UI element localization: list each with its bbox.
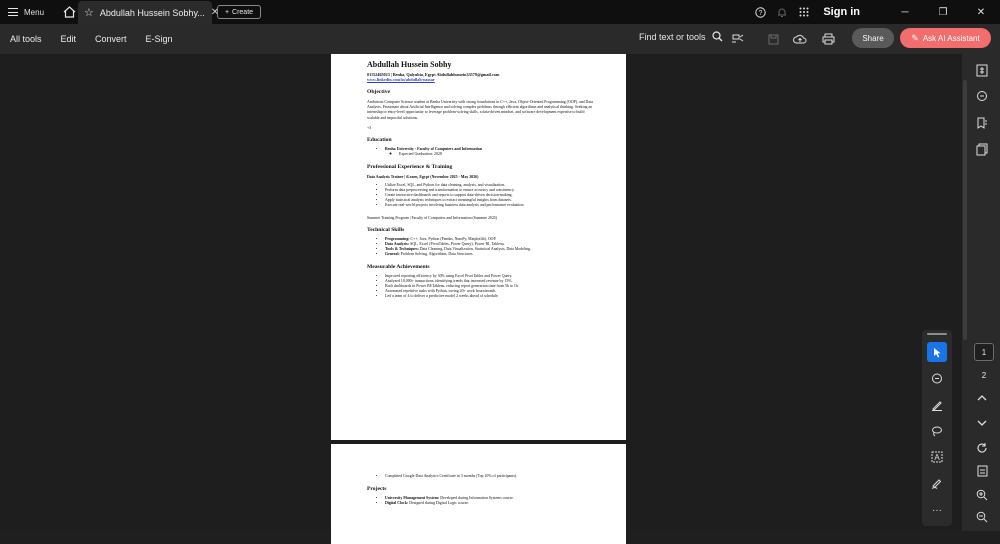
- list-item: • Perform data preprocessing and transformation to ensure accuracy and consistency.: [385, 188, 596, 193]
- find-label: Find text or tools: [639, 31, 706, 42]
- print-icon[interactable]: [819, 30, 837, 48]
- main-toolbar: [0, 24, 1000, 54]
- list-item: • Led a team of 4 to deliver a predictive model 2 weeks ahead of schedule.: [385, 294, 596, 299]
- attachments-icon[interactable]: [975, 142, 989, 156]
- document-tab[interactable]: [78, 1, 220, 24]
- projects-heading: Projects: [367, 486, 387, 492]
- svg-text:?: ?: [758, 9, 763, 17]
- sign-in-link[interactable]: Sign in: [823, 6, 860, 18]
- help-icon[interactable]: [749, 0, 771, 24]
- list-item: • Utilize Excel, SQL, and Python for data cleaning, analysis, and visualization.: [385, 183, 596, 188]
- linkedin-link[interactable]: www.linkedin.com/in/abdullah-nassar: [367, 77, 435, 82]
- create-button[interactable]: [217, 5, 261, 19]
- close-window-icon[interactable]: ✕: [976, 6, 986, 18]
- convert-button[interactable]: Convert: [95, 34, 127, 44]
- ai-assistant-label: Ask AI Assistant: [922, 33, 980, 43]
- pen-draw-icon[interactable]: [927, 395, 947, 415]
- search-icon: [712, 31, 723, 42]
- apps-grid-icon[interactable]: [793, 0, 815, 24]
- esign-button[interactable]: E-Sign: [145, 34, 173, 44]
- comment-icon[interactable]: [927, 369, 947, 389]
- minimize-icon[interactable]: ─: [901, 6, 909, 18]
- chevron-down-icon[interactable]: [975, 416, 989, 430]
- hamburger-icon: [8, 8, 18, 16]
- ask-ai-assistant-button[interactable]: [900, 28, 991, 48]
- text-box-icon[interactable]: [927, 447, 947, 467]
- star-icon[interactable]: ☆: [84, 7, 94, 19]
- more-options-icon[interactable]: ···: [932, 504, 942, 516]
- achievements-list: [367, 274, 596, 299]
- close-tab-icon[interactable]: ✕: [210, 7, 220, 18]
- achievements-heading: Measurable Achievements: [367, 263, 430, 270]
- list-item: • Benha University - Faculty of Computers and Information ◦ Expected Graduation: 2028: [385, 147, 596, 157]
- resume-name: Abdullah Hussein Sobhy: [367, 60, 452, 69]
- objective-heading: Objective: [367, 89, 390, 95]
- list-item: • Create interactive dashboards and reports to support data-driven decision-making.: [385, 193, 596, 198]
- list-item: • Automated repetitive tasks with Python, saving 20+ work hours/month.: [385, 289, 596, 294]
- job-bullets: [367, 183, 596, 208]
- find-tools-search[interactable]: [639, 31, 723, 42]
- save-icon[interactable]: [764, 30, 782, 48]
- experience-heading: Professional Experience & Training: [367, 163, 453, 170]
- list-item: • Analyzed 10,000+ transactions, identifying trends that increased revenue by 15%.: [385, 279, 596, 284]
- menu-label: Menu: [24, 7, 45, 17]
- notification-bell-icon[interactable]: [771, 0, 793, 24]
- list-item: ◦ Expected Graduation: 2028: [399, 152, 596, 157]
- list-item: • Completed Google Data Analytics Certificate in 3 months (Top 10% of participants).: [385, 474, 596, 479]
- sign-pen-icon[interactable]: [927, 473, 947, 493]
- list-item: • Apply statistical analysis techniques to extract meaningful insights from datasets.: [385, 198, 596, 203]
- education-heading: Education: [367, 136, 392, 143]
- objective-text: Ambitious Computer Science student at Benha University with strong foundations in C++, Java, Object-Oriented Programming (OOP), and Data Analysis. Passionate about Artificial Intelligence and solving complex problems through efficient algorithms and analytical thinking. Seeking an internship or entry-level opportunity to leverage problem-solving skills, a data-driven mindset, and software development expertise to build scalable and impactful solutions.: [367, 100, 593, 120]
- resume-contact: 01152465023 | Benha, Qalyubia, Egypt Abdullahhussein33579@gmail.com: [367, 72, 500, 77]
- list-item: • Programming: C++, Java, Python (Pandas, NumPy, Matplotlib), OOP.: [385, 237, 596, 242]
- skills-heading: Technical Skills: [367, 226, 405, 233]
- chevron-up-icon[interactable]: [975, 390, 989, 404]
- document-viewport[interactable]: [0, 54, 962, 531]
- ai-assistant-icon: ✎: [911, 32, 919, 43]
- list-item: • General: Problem Solving, Algorithms, Data Structures.: [385, 252, 596, 257]
- right-sidebar: [962, 54, 1000, 531]
- menu-button[interactable]: [0, 0, 52, 24]
- rotate-icon[interactable]: [975, 441, 989, 455]
- projects-list: [367, 496, 596, 506]
- svg-text:A: A: [934, 453, 940, 462]
- training-title: Summer Training Program | Faculty of Computers and Information (Summer 2025): [367, 215, 498, 220]
- title-bar: [0, 0, 1000, 24]
- pdf-page-2: [331, 444, 626, 544]
- plus-icon: +: [224, 8, 230, 16]
- upload-cloud-icon[interactable]: [791, 30, 809, 48]
- list-item: • Improved reporting efficiency by 30% using Excel PivotTables and Power Query.: [385, 274, 596, 279]
- page-number-current[interactable]: 1: [974, 343, 994, 361]
- skills-list: [367, 237, 596, 257]
- list-item: • Data Analysis: SQL, Excel (PivotTables, Power Query), Power BI, Tableau.: [385, 242, 596, 247]
- page-fit-icon[interactable]: [975, 464, 989, 478]
- list-item: • Built dashboards in Power BI/Tableau, reducing report generation time from 5h to 1h.: [385, 284, 596, 289]
- job-title: Data Analysis Trainee | iLearn, Egypt (November 2025 - May 2026): [367, 174, 479, 179]
- tab-title: Abdullah Hussein Sobhy...: [99, 7, 205, 18]
- page-organize-icon[interactable]: [975, 63, 989, 77]
- zoom-out-icon[interactable]: [975, 510, 989, 524]
- education-list: [367, 147, 596, 157]
- list-item: • Execute real-world projects involving business data analysis and performance evaluation.: [385, 203, 596, 208]
- list-item: • Tools & Techniques: Data Cleaning, Data Visualization, Statistical Analysis, Data Modeling.: [385, 247, 596, 252]
- create-label: Create: [232, 8, 254, 16]
- home-icon[interactable]: [58, 0, 80, 24]
- share-button[interactable]: Share: [852, 28, 894, 48]
- lasso-icon[interactable]: [927, 421, 947, 441]
- restore-icon[interactable]: ❐: [938, 6, 948, 18]
- all-tools-button[interactable]: All tools: [10, 34, 42, 44]
- zoom-in-icon[interactable]: [975, 488, 989, 502]
- page-number-next[interactable]: 2: [981, 370, 987, 380]
- vertical-scrollbar[interactable]: [963, 80, 967, 340]
- drag-handle[interactable]: [927, 333, 947, 335]
- list-item: • Digital Clock: Designed during Digital Logic course.: [385, 501, 596, 506]
- quick-tools-panel: [922, 330, 952, 526]
- bookmark-icon[interactable]: [975, 116, 989, 130]
- stray-mark: +3: [367, 125, 372, 130]
- comments-panel-icon[interactable]: [975, 89, 989, 103]
- edit-button[interactable]: Edit: [60, 34, 77, 44]
- certificate-list: [367, 474, 596, 479]
- select-cursor-icon[interactable]: [927, 342, 947, 362]
- list-item: • University Management System: Developed during Information Systems course.: [385, 496, 596, 501]
- pdf-page-1: [331, 54, 626, 440]
- read-aloud-icon[interactable]: [729, 30, 747, 48]
